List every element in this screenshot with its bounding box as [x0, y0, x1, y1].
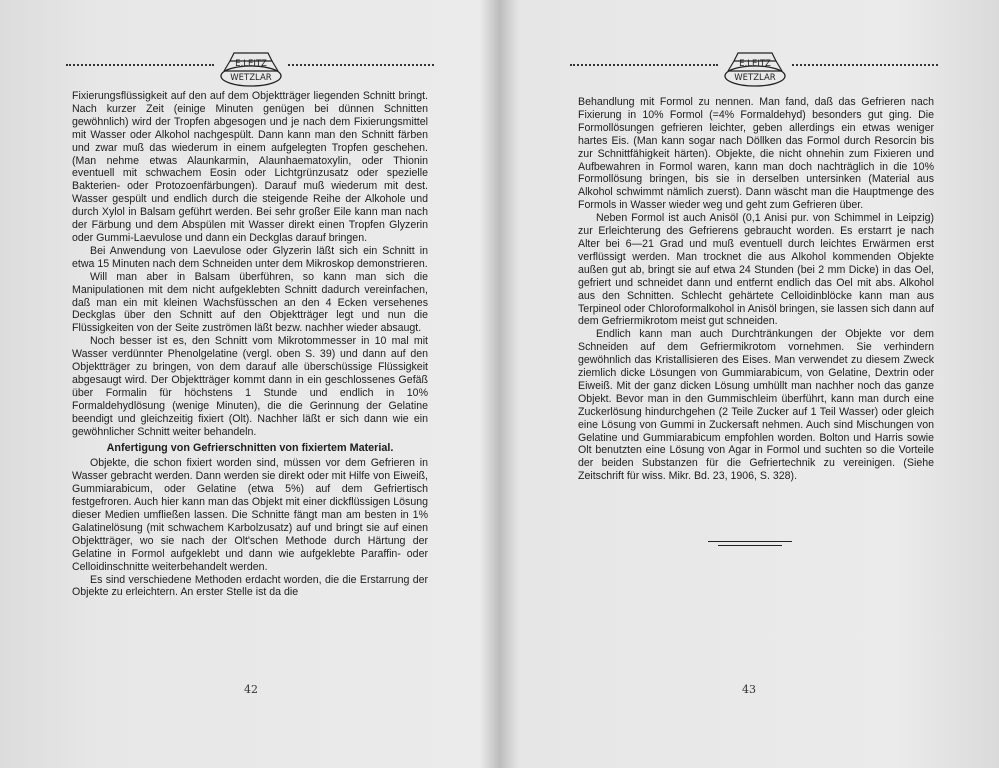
dotted-rule-right	[288, 64, 434, 66]
logo-text-bottom: WETZLAR	[230, 73, 272, 83]
paragraph: Behandlung mit Formol zu nennen. Man fand, daß das Gefrieren nach Fixierung in 10% Formol (=4% Formaldehyd) besonders gut ging. Die Formollösungen gefrieren leichter, geben allerdings ein etwas weniger hartes Eis. (Man kann sogar nach Döllken das Formol durch Resorcin bis zur Schnittfähigkeit härten). Objekte, die nicht ohnehin zum Fixieren und Aufbewahren in Formol waren, kann man doch nachträglich in die 10% Formollösung bringen, bis sie in derselben untersinken (Material aus Alkohol schwimmt nämlich zuerst). Dann wäscht man die Hauptmenge des Formols in Wasser wieder weg und geht zum Gefrieren über.	[578, 96, 934, 212]
paragraph: Es sind verschiedene Methoden erdacht worden, die die Erstarrung der Objekte zu erleichtern. An erster Stelle ist da die	[72, 573, 428, 599]
closing-rule	[708, 541, 792, 542]
paragraph: Noch besser ist es, den Schnitt vom Mikrotommesser in 10 mal mit Wasser verdünnter Phenolgelatine (vergl. oben S. 39) und dann auf den Objektträger zu bringen, von dem darauf alle überschüssige Flüssigkeit abgesaugt wird. Der Objektträger kommt dann in ein geschlossenes Gefäß über Formalin für höchstens 1 Stunde und endlich in 10% Formaldehydlösung (wenige Minuten), die die Gerinnung der Gelatine beendigt und gleichzeitig fixiert (Olt). Nachher läßt er sich dann wie ein gewöhnlicher Schnitt weiter behandeln.	[72, 335, 428, 438]
page-header	[66, 50, 434, 90]
logo-text-bottom: WETZLAR	[734, 73, 776, 83]
paragraph: Neben Formol ist auch Anisöl (0,1 Anisi pur. von Schimmel in Leipzig) zur Erleichterung des Gefrierens gebraucht worden. Es erstarrt je nach Alter bei 6—21 Grad und muß eventuell durch leichtes Erwärmen erst verflüssigt werden. Man trocknet die aus Alkohol kommenden Objekte außen gut ab, bringt sie auf etwa 24 Stunden (bei 2 mm Dicke) in das Oel, gefriert und schneidet dann und entfernt endlich das Oel mit abs. Alkohol aus den Schnitten. Schlecht gehärtete Celloidinblöcke kann man aus Terpineol oder Chloroformalkohol in Anisöl bringen, sie lassen sich dann auf dem Gefriermikrotom meist gut schneiden.	[578, 212, 934, 328]
left-page	[0, 0, 496, 768]
leitz-wetzlar-logo	[720, 50, 790, 88]
paragraph: Bei Anwendung von Laevulose oder Glyzerin läßt sich ein Schnitt in etwa 15 Minuten nach dem Schneiden unter dem Mikroskop demonstrieren.	[72, 244, 428, 270]
paragraph: Fixierungsflüssigkeit auf den auf dem Objektträger liegenden Schnitt bringt. Nach kurzer Zeit (einige Minuten genügen bei dünnen Schnitten gewöhnlich) wird der Tropfen abgesogen und je nach dem Fixierungsmittel mit Wasser oder Alkohol nachgespült. Dann kann man den Schnitt färben und zwar muß das wiederum in einem aufgelegten Tropfen geschehen. (Man nehme etwas Alaunkarmin, Alaunhaematoxylin, oder Thionin eventuell mit schwachem Eosin oder Lichtgrünzusatz oder spezielle Bakterien- oder Protozoenfärbungen). Darauf muß wiederum mit dest. Wasser gespült und endlich durch die steigende Reihe der Alkohole und durch Xylol in Balsam geführt werden. Bei sehr großer Eile kann man nach der Färbung und dem Abspülen mit Wasser direkt einen Tropfen Glyzerin oder Gummi-Laevulose und dann ein Deckglas darauf bringen.	[72, 90, 428, 244]
dotted-rule-left	[66, 64, 214, 66]
dotted-rule-left	[570, 64, 718, 66]
right-page	[502, 0, 999, 768]
paragraph: Endlich kann man auch Durchtränkungen der Objekte vor dem Schneiden auf dem Gefriermikrotom vornehmen. Sie verhindern gewöhnlich das Kristallisieren des Eises. Man verwendet zu diesem Zweck ziemlich dicke Lösungen von Gummiarabicum, von Gelatine, Dextrin oder Eiweiß. Mit der ganz dicken Lösung umhüllt man nachher noch das ganze Objekt. Bevor man in den Gummischleim überführt, kann man durch eine Zuckerlösung hindurchgehen (2 Teile Zucker auf 1 Teil Wasser) oder gleich eine Lösung von Gummi in Zuckersaft nehmen. Auch sind Mischungen von Gelatine und Gummiarabicum empfohlen worden. Bolton und Harris sowie Olt benutzten eine Lösung von Agar in Formol und suchten so die Vorteile der beiden Substanzen für die Gefriertechnik zu vereinigen. (Siehe Zeitschrift für wiss. Mikr. Bd. 23, 1906, S. 328).	[578, 328, 934, 483]
closing-rule-short	[718, 545, 782, 546]
section-heading: Anfertigung von Gefrierschnitten von fixiertem Material.	[106, 442, 394, 455]
page-header	[570, 50, 938, 90]
paragraph: Will man aber in Balsam überführen, so kann man sich die Manipulationen mit dem nicht aufgeklebten Schnitt dadurch vereinfachen, daß man ein mit kleinen Wachsfüsschen an den 4 Ecken versehenes Deckglas über den Schnitt auf den Objektträger legt und nun die Flüssigkeiten von der Seite zuströmen läßt bezw. nachher wieder absaugt.	[72, 270, 428, 335]
leitz-wetzlar-logo	[216, 50, 286, 88]
page-number: 42	[244, 683, 258, 696]
paragraph: Objekte, die schon fixiert worden sind, müssen vor dem Gefrieren in Wasser gebracht werden. Dann werden sie direkt oder mit Hilfe von Eiweiß, Gummiarabicum, oder Gelatine (etwa 5%) auf dem Gefriertisch festgefroren. Auch hier kann man das Objekt mit einer dickflüssigen Lösung dieser Medien umfließen lassen. Die Schnitte fängt man am besten in 1% Galatinelösung (mit schwachem Karbolzusatz) auf und bringt sie auf einen Objektträger, wo sie nach der Olt'schen Methode durch Härtung der Gelatine in Formol aufgeklebt und dann wie aufgeklebte Paraffin- oder Celloidinschnitte weiterbehandelt werden.	[72, 457, 428, 573]
left-page-text	[72, 90, 428, 599]
page-number: 43	[742, 683, 756, 696]
dotted-rule-right	[792, 64, 938, 66]
logo-text-top: E.LEITZ	[739, 59, 771, 69]
right-page-text	[578, 96, 934, 483]
logo-text-top: E.LEITZ	[235, 59, 267, 69]
